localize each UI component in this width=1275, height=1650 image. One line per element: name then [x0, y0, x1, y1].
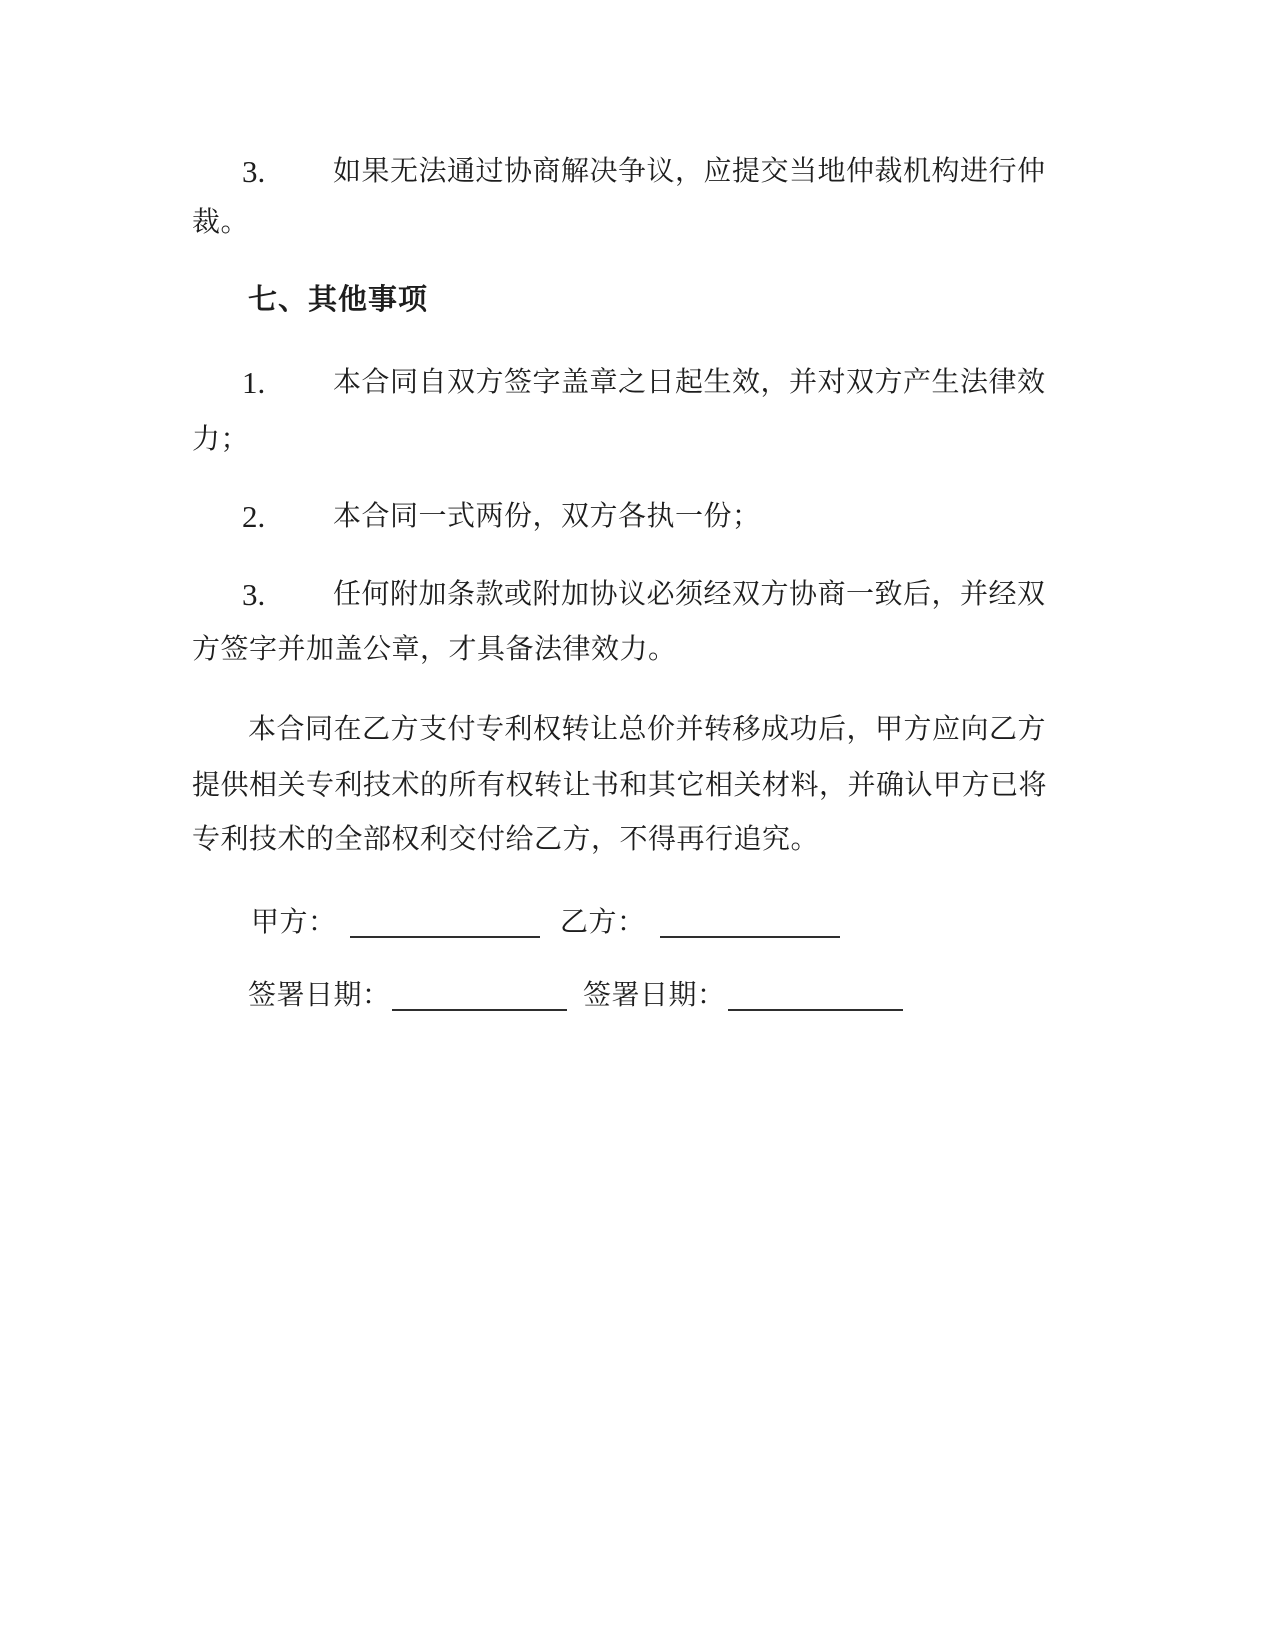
paragraph-line: [0, 766, 1275, 806]
date-a-line: [392, 1009, 567, 1011]
date-a-label: 签署日期：: [248, 980, 391, 1011]
list-item-text: 本合同自双方签字盖章之日起生效，并对双方产生法律效: [333, 367, 1046, 398]
paragraph-text: 提供相关专利技术的所有权转让书和其它相关材料，并确认甲方已将: [192, 770, 1048, 801]
party-a-label: 甲方：: [251, 907, 337, 938]
paragraph-text: 专利技术的全部权利交付给乙方，不得再行追究。: [192, 824, 820, 855]
list-item-number: 1.: [242, 365, 266, 400]
list-item-text: 裁。: [192, 207, 250, 238]
list-item-text: 任何附加条款或附加协议必须经双方协商一致后，并经双: [333, 579, 1046, 610]
list-item-text: 如果无法通过协商解决争议，应提交当地仲裁机构进行仲: [333, 156, 1046, 187]
list-item: [0, 575, 1275, 615]
section-heading-row: [0, 280, 1275, 320]
signature-row: [0, 903, 1275, 943]
list-item-text: 力；: [192, 424, 250, 455]
paragraph-line: [0, 710, 1275, 750]
list-item-text: 方签字并加盖公章，才具备法律效力。: [192, 634, 677, 665]
date-b-label: 签署日期：: [583, 980, 726, 1011]
list-item-text: 本合同一式两份，双方各执一份；: [333, 501, 761, 532]
date-b-line: [728, 1009, 903, 1011]
list-item: [0, 152, 1275, 192]
list-item: [0, 497, 1275, 537]
section-heading: 七、其他事项: [248, 284, 429, 316]
list-item-continuation: [0, 203, 1275, 243]
list-item-continuation: [0, 630, 1275, 670]
list-item-number: 3.: [242, 577, 266, 612]
list-item-number: 2.: [242, 499, 266, 534]
list-item-number: 3.: [242, 154, 266, 189]
paragraph-line: [0, 820, 1275, 860]
party-b-signature-line: [660, 936, 840, 938]
party-a-signature-line: [350, 936, 540, 938]
list-item-continuation: [0, 420, 1275, 460]
paragraph-text: 本合同在乙方支付专利权转让总价并转移成功后，甲方应向乙方: [248, 714, 1047, 745]
list-item: [0, 363, 1275, 403]
party-b-label: 乙方：: [560, 907, 646, 938]
signing-date-row: [0, 976, 1275, 1016]
